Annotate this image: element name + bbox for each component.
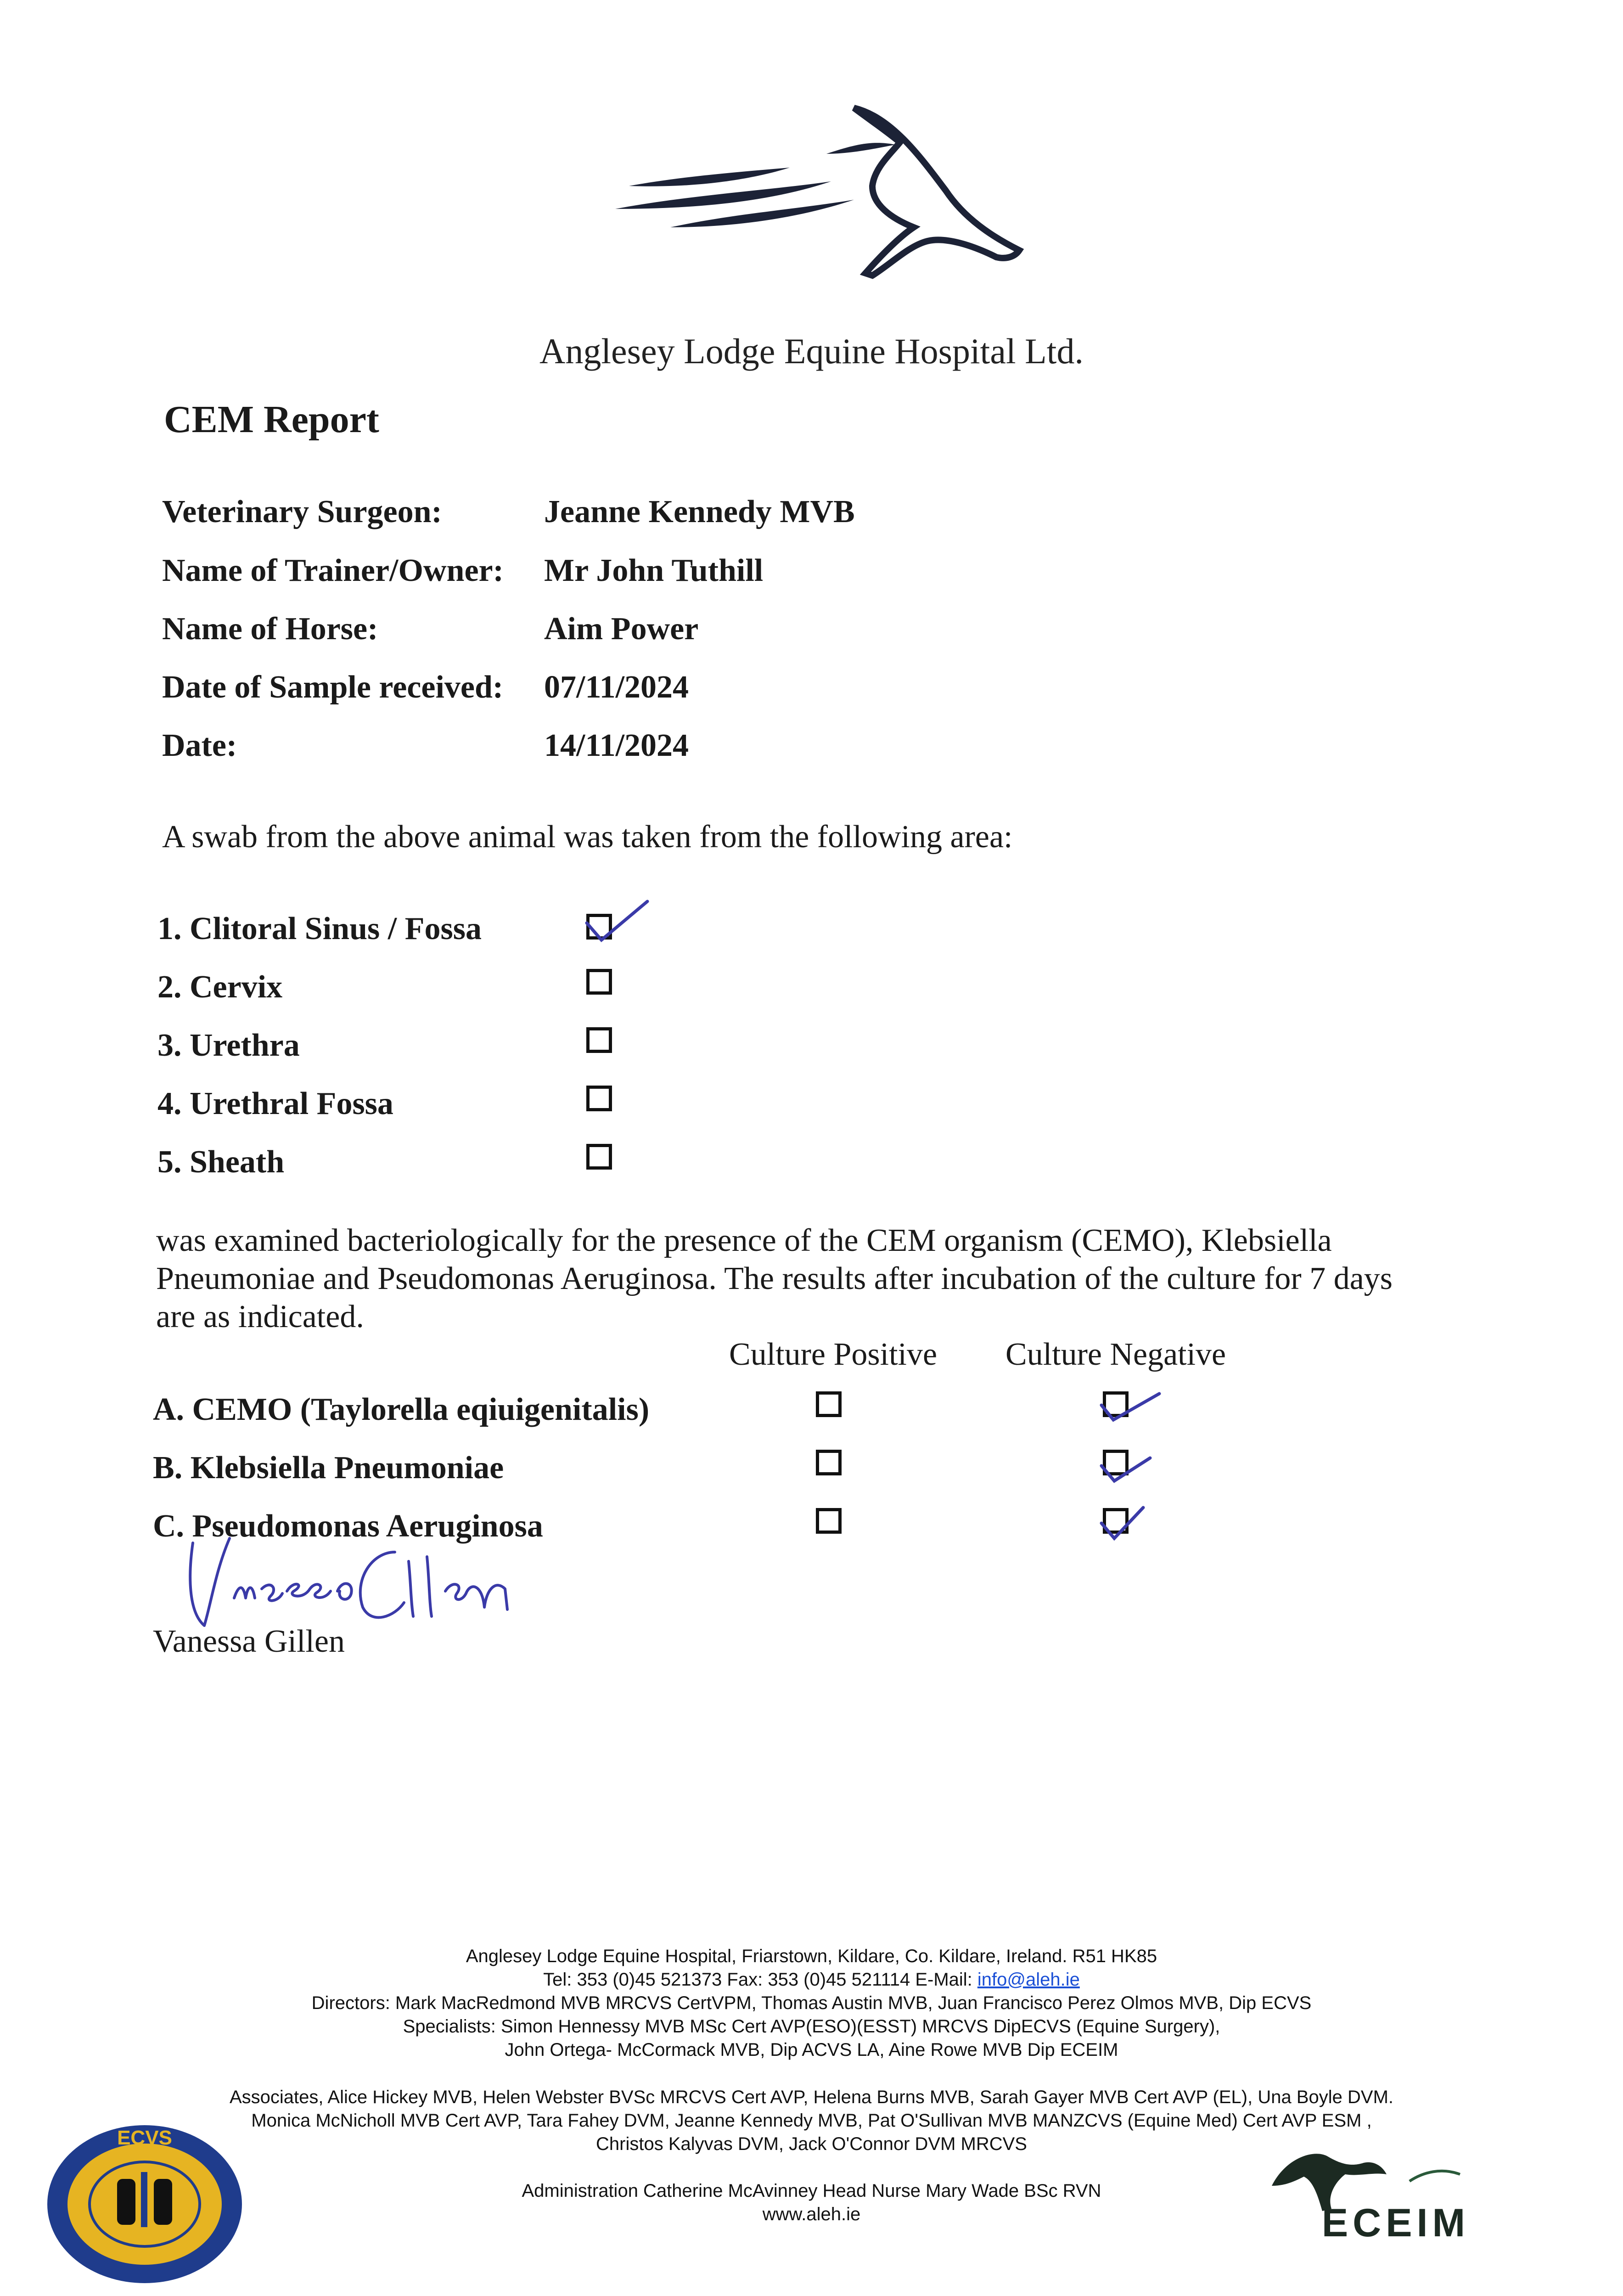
- cemo-negative-checkbox[interactable]: [1103, 1391, 1129, 1417]
- area-label-sheath: 5. Sheath: [157, 1144, 285, 1180]
- area-checkbox-urethral-fossa[interactable]: [586, 1086, 612, 1111]
- field-label-veterinary-surgeon: Veterinary Surgeon:: [162, 494, 442, 529]
- cemo-positive-checkbox[interactable]: [816, 1391, 842, 1417]
- area-checkbox-clitoral-sinus[interactable]: [586, 914, 612, 940]
- area-label-clitoral-sinus: 1. Clitoral Sinus / Fossa: [157, 911, 482, 946]
- area-checkbox-sheath[interactable]: [586, 1144, 612, 1170]
- email-link[interactable]: info@aleh.ie: [977, 1970, 1080, 1990]
- footer-address: Anglesey Lodge Equine Hospital, Friarstown, Kildare, Co. Kildare, Ireland. R51 HK85: [466, 1946, 1157, 1966]
- footer-specialists-2: John Ortega- McCormack MVB, Dip ACVS LA, Aine Rowe MVB Dip ECEIM: [505, 2040, 1118, 2060]
- pseudomonas-positive-checkbox[interactable]: [816, 1508, 842, 1534]
- eceim-logo: [1258, 2131, 1497, 2245]
- signatory-name: Vanessa Gillen: [153, 1624, 345, 1659]
- horse-head-logo: [615, 99, 1028, 282]
- pseudomonas-negative-checkbox[interactable]: [1103, 1508, 1129, 1534]
- ecvs-logo-text: ECVS: [117, 2127, 172, 2149]
- field-label-trainer-owner: Name of Trainer/Owner:: [162, 553, 504, 588]
- footer-associates-2: Monica McNicholl MVB Cert AVP, Tara Fahey DVM, Jeanne Kennedy MVB, Pat O'Sullivan MVB MANZCVS (Equine Med) Cert AVP ESM ,: [251, 2110, 1372, 2131]
- organism-label-cemo: A. CEMO (Taylorella eqiuigenitalis): [153, 1392, 650, 1427]
- organism-label-pseudomonas: C. Pseudomonas Aeruginosa: [153, 1508, 543, 1544]
- field-value-sample-received: 07/11/2024: [544, 670, 689, 705]
- report-title: CEM Report: [164, 398, 379, 441]
- field-value-date: 14/11/2024: [544, 728, 689, 763]
- footer-admin: Administration Catherine McAvinney Head Nurse Mary Wade BSc RVN: [522, 2181, 1101, 2201]
- field-value-trainer-owner: Mr John Tuthill: [544, 553, 764, 588]
- area-label-urethral-fossa: 4. Urethral Fossa: [157, 1086, 393, 1121]
- field-value-horse: Aim Power: [544, 611, 699, 647]
- ecvs-logo: [44, 2122, 246, 2287]
- footer-associates-3: Christos Kalyvas DVM, Jack O'Connor DVM MRCVS: [596, 2134, 1027, 2154]
- klebsiella-negative-checkbox[interactable]: [1103, 1450, 1129, 1475]
- footer-associates-1: Associates, Alice Hickey MVB, Helen Webster BVSc MRCVS Cert AVP, Helena Burns MVB, Sarah Gayer MVB Cert AVP (EL), Una Boyle DVM.: [229, 2087, 1394, 2107]
- eceim-logo-text: ECEIM: [1321, 2201, 1470, 2245]
- hospital-name: Anglesey Lodge Equine Hospital Ltd.: [539, 331, 1084, 371]
- area-label-urethra: 3. Urethra: [157, 1028, 300, 1063]
- website-link[interactable]: www.aleh.ie: [762, 2204, 861, 2224]
- klebsiella-positive-checkbox[interactable]: [816, 1450, 842, 1475]
- area-label-cervix: 2. Cervix: [157, 969, 283, 1005]
- examination-text: was examined bacteriologically for the presence of the CEM organism (CEMO), Klebsiella Pneumoniae and Pseudomonas Aeruginosa. The results after incubation of the culture for 7 days are as indicated.: [156, 1223, 1393, 1334]
- area-checkbox-cervix[interactable]: [586, 969, 612, 995]
- field-label-horse: Name of Horse:: [162, 611, 378, 647]
- footer-directors: Directors: Mark MacRedmond MVB MRCVS CertVPM, Thomas Austin MVB, Juan Francisco Perez Olmos MVB, Dip ECVS: [311, 1993, 1312, 2013]
- footer-specialists-1: Specialists: Simon Hennessy MVB MSc Cert AVP(ESO)(ESST) MRCVS DipECVS (Equine Surgery),: [403, 2016, 1220, 2037]
- column-header-culture-positive: Culture Positive: [729, 1337, 938, 1372]
- organism-label-klebsiella: B. Klebsiella Pneumoniae: [153, 1450, 504, 1486]
- footer-contact-text: Tel: 353 (0)45 521373 Fax: 353 (0)45 521114 E-Mail:: [543, 1970, 977, 1990]
- field-value-veterinary-surgeon: Jeanne Kennedy MVB: [544, 494, 855, 529]
- column-header-culture-negative: Culture Negative: [1005, 1337, 1226, 1372]
- area-checkbox-urethra[interactable]: [586, 1027, 612, 1053]
- swab-intro-text: A swab from the above animal was taken from the following area:: [162, 819, 1013, 855]
- field-label-date: Date:: [162, 728, 237, 763]
- footer-contact: [0, 1968, 1623, 1992]
- field-label-sample-received: Date of Sample received:: [162, 670, 504, 705]
